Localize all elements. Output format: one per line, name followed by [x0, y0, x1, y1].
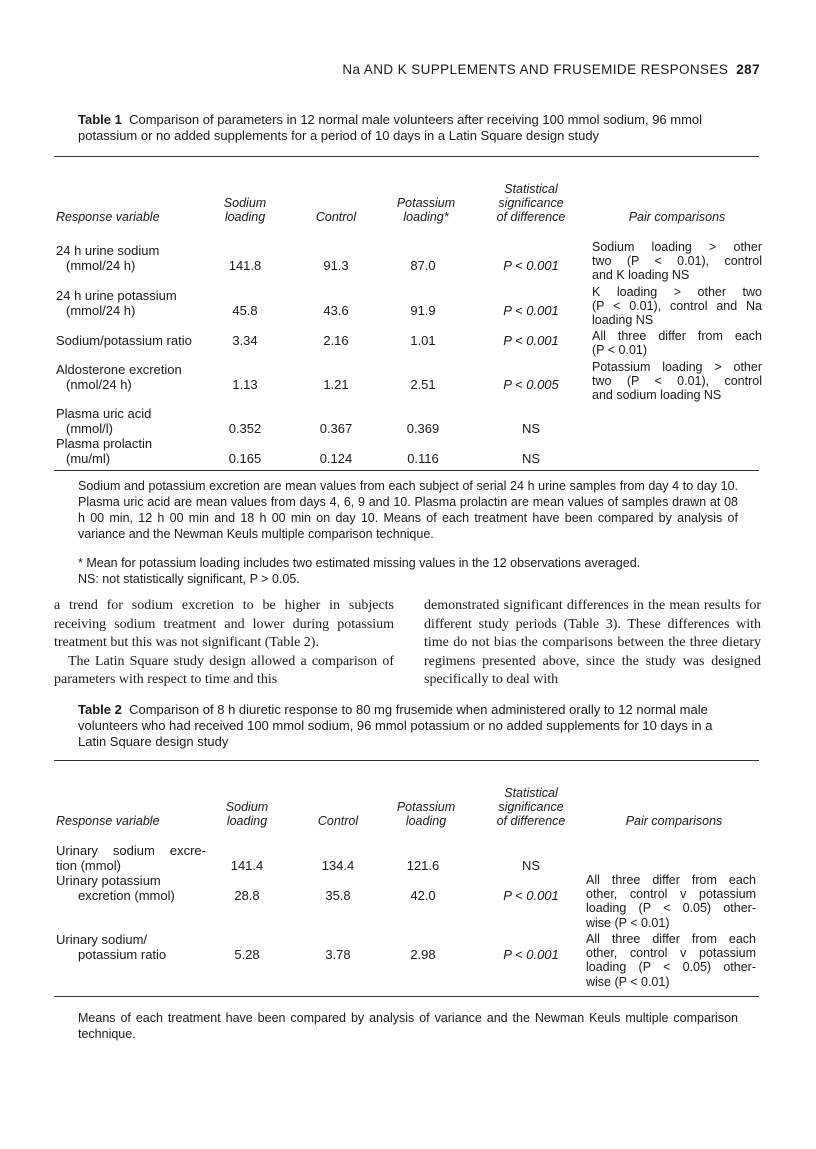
- t1-col-response: Response variable: [56, 210, 160, 224]
- t1-cell-potassium: 0.116: [407, 451, 439, 466]
- t1-cell-potassium: 91.9: [410, 303, 436, 318]
- t2-cell-stat: P < 0.001: [503, 947, 559, 962]
- t2-cell-stat: P < 0.001: [503, 888, 559, 903]
- page-number: 287: [736, 62, 760, 77]
- t2-cell-sodium: 141.4: [230, 858, 264, 873]
- t2-cell-pair: All three differ from each other, control v potassium loading (P < 0.05) other- wise (P < 0.01): [586, 932, 756, 989]
- t1-cell-control: 2.16: [323, 333, 349, 348]
- table2-caption: [78, 702, 738, 750]
- table2-bottom-rule: [54, 996, 759, 997]
- t1-cell-control: 0.367: [319, 421, 353, 436]
- t1-cell-potassium: 1.01: [410, 333, 436, 348]
- t1-cell-pair: Potassium loading > other two (P < 0.01), control and sodium loading NS: [592, 360, 762, 403]
- table1-label: Table 1: [78, 112, 122, 127]
- t1-cell-sodium: 45.8: [232, 303, 258, 318]
- t1-cell-control: 0.124: [319, 451, 353, 466]
- body-paragraph: a trend for sodium excretion to be higher in subjects receiving sodium treatment and lower during potassium treatment but this was not significant (Table 2).: [54, 598, 394, 650]
- t1-cell-pair: Sodium loading > other two (P < 0.01), control and K loading NS: [592, 240, 762, 283]
- table1-footnote: * Mean for potassium loading includes two estimated missing values in the 12 observations averaged.: [78, 556, 641, 570]
- t2-col-control: Control: [317, 814, 359, 828]
- table2-note: Means of each treatment have been compared by analysis of variance and the Newman Keuls multiple comparison technique.: [78, 1011, 738, 1041]
- t2-col-stat: Statistical significance of difference: [496, 786, 566, 828]
- body-paragraph: The Latin Square study design allowed a comparison of parameters with respect to time and this: [54, 653, 394, 687]
- table2-top-rule: [54, 760, 759, 761]
- table-row-label: Plasma prolactin (mu/ml): [56, 436, 153, 466]
- table1-top-rule: [54, 156, 759, 157]
- table-row-label: Urinary sodium excre- tion (mmol): [56, 843, 206, 873]
- body-left-column: [54, 597, 394, 690]
- t1-col-pair: Pair comparisons: [628, 210, 726, 224]
- t1-cell-sodium: 1.13: [232, 377, 258, 392]
- t2-cell-control: 35.8: [325, 888, 351, 903]
- t2-col-response: Response variable: [56, 814, 160, 828]
- t1-cell-sodium: 141.8: [228, 258, 262, 273]
- table-row-label: 24 h urine sodium (mmol/24 h): [56, 243, 160, 273]
- t2-cell-pair: All three differ from each other, control v potassium loading (P < 0.05) other- wise (P < 0.01): [586, 873, 756, 930]
- t2-cell-control: 134.4: [321, 858, 355, 873]
- table2-label: Table 2: [78, 702, 122, 717]
- table1-ns-note: NS: not statistically significant, P > 0.05.: [78, 572, 300, 586]
- t1-cell-stat: P < 0.001: [503, 303, 559, 318]
- t1-cell-stat: P < 0.005: [503, 377, 559, 392]
- t1-cell-stat: P < 0.001: [503, 258, 559, 273]
- table-row-label: Aldosterone excretion (nmol/24 h): [56, 362, 182, 392]
- t2-cell-sodium: 5.28: [234, 947, 260, 962]
- table1-bottom-rule: [54, 470, 759, 471]
- t2-col-sodium: Sodium loading: [225, 800, 269, 828]
- t1-cell-sodium: 3.34: [232, 333, 258, 348]
- t1-col-control: Control: [315, 210, 357, 224]
- t1-col-potassium: Potassium loading*: [396, 196, 456, 224]
- table1-caption-text: Comparison of parameters in 12 normal male volunteers after receiving 100 mmol sodium, 96 mmol potassium or no added supplements for a period of 10 days in a Latin Square design study: [78, 112, 703, 143]
- t2-cell-control: 3.78: [325, 947, 351, 962]
- t1-cell-sodium: 0.165: [228, 451, 262, 466]
- t2-cell-sodium: 28.8: [234, 888, 260, 903]
- t1-cell-stat: P < 0.001: [503, 333, 559, 348]
- t1-col-sodium: Sodium loading: [223, 196, 267, 224]
- table-row-label: Plasma uric acid (mmol/l): [56, 406, 152, 436]
- t1-col-stat: Statistical significance of difference: [496, 182, 566, 224]
- t1-cell-pair: K loading > other two (P < 0.01), control and Na loading NS: [592, 285, 762, 328]
- t2-cell-potassium: 121.6: [406, 858, 440, 873]
- t1-cell-control: 43.6: [323, 303, 349, 318]
- table-row-label: Urinary sodium/ potassium ratio: [56, 932, 167, 962]
- t1-cell-control: 1.21: [323, 377, 349, 392]
- running-title: Na AND K SUPPLEMENTS AND FRUSEMIDE RESPONSES: [342, 62, 729, 77]
- t2-col-potassium: Potassium loading: [396, 800, 456, 828]
- table1-note: Sodium and potassium excretion are mean values from each subject of serial 24 h urine samples from day 4 to day 10. Plasma uric acid are mean values from days 4, 6, 9 and 10. Plasma prolactin are mean values of samples drawn at 08 h 00 min, 12 h 00 min and 18 h 00 min on day 10. Means of each treatment have been compared by analysis of variance and the Newman Keuls multiple comparison technique.: [78, 479, 738, 541]
- running-header: [342, 62, 760, 77]
- t2-cell-potassium: 42.0: [410, 888, 436, 903]
- table1-caption: [78, 112, 738, 144]
- t1-cell-sodium: 0.352: [228, 421, 262, 436]
- t1-cell-potassium: 87.0: [410, 258, 436, 273]
- t2-cell-stat: NS: [521, 858, 541, 873]
- t1-cell-stat: NS: [521, 421, 541, 436]
- t1-cell-stat: NS: [521, 451, 541, 466]
- body-right-column: [424, 597, 761, 690]
- t1-cell-control: 91.3: [323, 258, 349, 273]
- t1-cell-potassium: 0.369: [406, 421, 440, 436]
- t2-cell-potassium: 2.98: [410, 947, 436, 962]
- table2-caption-text: Comparison of 8 h diuretic response to 80 mg frusemide when administered orally to 12 normal male volunteers who had received 100 mmol sodium, 96 mmol potassium or no added supplements for 10 days in a Latin Square design study: [78, 702, 713, 749]
- t1-cell-pair: All three differ from each (P < 0.01): [592, 329, 762, 358]
- t2-col-pair: Pair comparisons: [625, 814, 723, 828]
- t1-cell-potassium: 2.51: [410, 377, 436, 392]
- table-row-label: 24 h urine potassium (mmol/24 h): [56, 288, 177, 318]
- body-paragraph: demonstrated significant differences in the mean results for different study periods (Table 3). These differences with time do not bias the comparisons between the three dietary regimens presented above, since the study was designed specifically to deal with: [424, 598, 761, 687]
- table-row-label: Sodium/potassium ratio: [56, 333, 192, 348]
- table-row-label: Urinary potassium excretion (mmol): [56, 873, 175, 903]
